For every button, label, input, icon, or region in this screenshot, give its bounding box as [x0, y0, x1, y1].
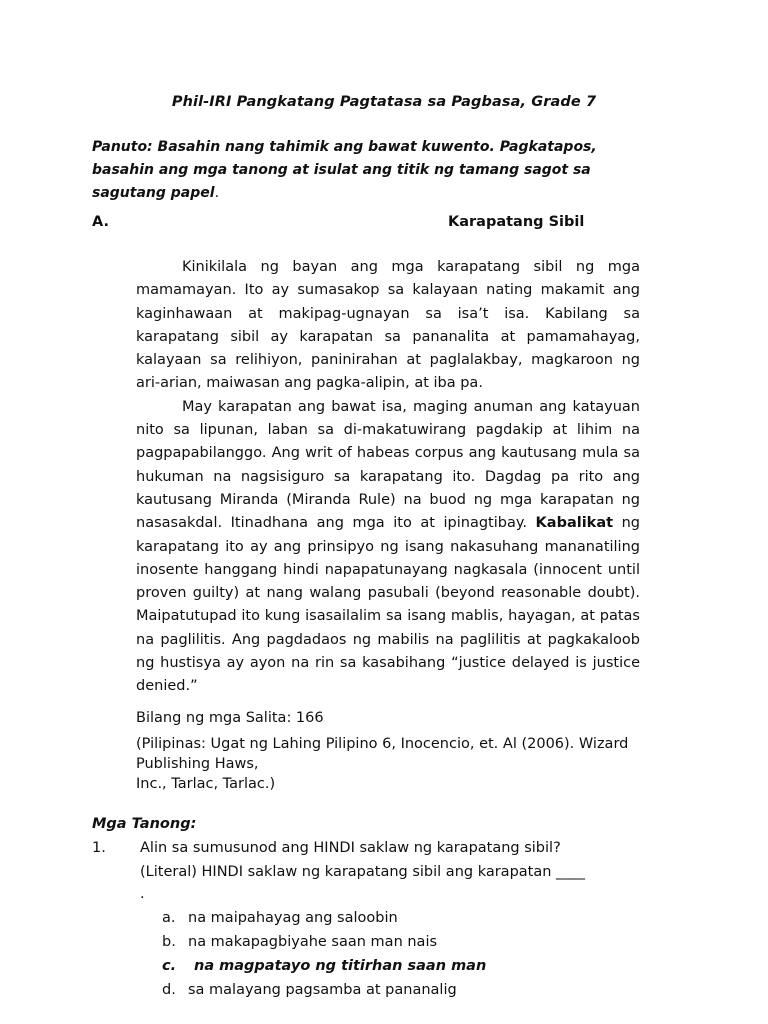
choice-letter: b. — [162, 934, 176, 950]
source-citation — [136, 734, 656, 794]
question-prompt-dot: . — [140, 886, 145, 902]
story-paragraph-2 — [136, 396, 640, 699]
choice-text: na maipahayag ang saloobin — [188, 910, 398, 926]
choice-text: na makapagbiyahe saan man nais — [188, 934, 438, 950]
choice-letter: d. — [162, 982, 176, 998]
story-paragraph-1: Kinikilala ng bayan ang mga karapatang sibil ng mga mamamayan. Ito ay sumasakop sa kalayaan nating makamit ang kaginhawaan at makipag-ugnayan sa isa’t isa. Kabilang sa karapatang sibil ay karapatan sa pananalita at pamamahayag, kalayaan sa relihiyon, paninirahan at paglalakbay, magkaroon ng ari-arian, maiwasan ang pagka-alipin, at iba pa. — [136, 259, 640, 392]
story-paragraph-2-part-b: ng karapatang ito ay ang prinsipyo ng isang nakasuhang mananatiling inosente hanggang hindi napapatunayang nagkasala (innocent until proven guilty) at nang walang pasubali (beyond reasonable doubt). Maipatutupad ito kung isasailalim sa isang mablis, hayagan, at patas na paglilitis. Ang pagdadaos ng mabilis na paglilitis at pagkakaloob ng hustisya ay ayon na rin sa kasabihang “justice delayed is justice denied.” — [136, 515, 640, 695]
source-line-2: Publishing Haws, — [136, 756, 259, 772]
questions-heading: Mga Tanong: — [92, 816, 197, 832]
story-paragraph-2-part-a: May karapatan ang bawat isa, maging anuman ang katayuan nito sa lipunan, laban sa di-makatuwirang pagdakip at lihim na pagpapabilanggo. Ang writ of habeas corpus ang kautusang mula sa hukuman na nagsisiguro sa karapatang ito. Dagdag pa rito ang kautusang Miranda (Miranda Rule) na buod ng mga karapatan ng nasasakdal. Itinadhana ang mga ito at ipinagtibay. — [136, 398, 640, 532]
instructions-period: . — [214, 185, 220, 201]
instructions-text: Panuto: Basahin nang tahimik ang bawat kuwento. Pagkatapos, basahin ang mga tanong at isulat ang titik ng tamang sagot sa sagutang papel — [92, 139, 597, 201]
story-bold-word: Kabalikat — [535, 515, 614, 532]
source-line-1: (Pilipinas: Ugat ng Lahing Pilipino 6, Inocencio, et. Al (2006). Wizard — [136, 736, 629, 752]
story-body — [136, 256, 640, 699]
section-title: Karapatang Sibil — [448, 214, 585, 230]
choice-a — [162, 906, 486, 930]
answer-choices — [162, 906, 486, 1002]
choice-d — [162, 978, 486, 1002]
question-number: 1. — [92, 840, 106, 856]
question-text: Alin sa sumusunod ang HINDI saklaw ng karapatang sibil? — [140, 840, 561, 856]
section-letter: A. — [92, 214, 109, 230]
document-title: Phil-IRI Pangkatang Pagtatasa sa Pagbasa, Grade 7 — [171, 94, 597, 110]
choice-c — [162, 954, 486, 978]
choice-text: na magpatayo ng titirhan saan man — [194, 958, 487, 974]
question-prompt: (Literal) HINDI saklaw ng karapatang sibil ang karapatan ____ — [140, 864, 586, 880]
choice-text: sa malayang pagsamba at pananalig — [188, 982, 457, 998]
choice-b — [162, 930, 486, 954]
word-count: Bilang ng mga Salita: 166 — [136, 710, 324, 726]
instructions — [92, 136, 640, 205]
choice-letter: a. — [162, 910, 176, 926]
choice-letter: c. — [162, 958, 177, 974]
source-line-3: Inc., Tarlac, Tarlac.) — [136, 776, 276, 792]
